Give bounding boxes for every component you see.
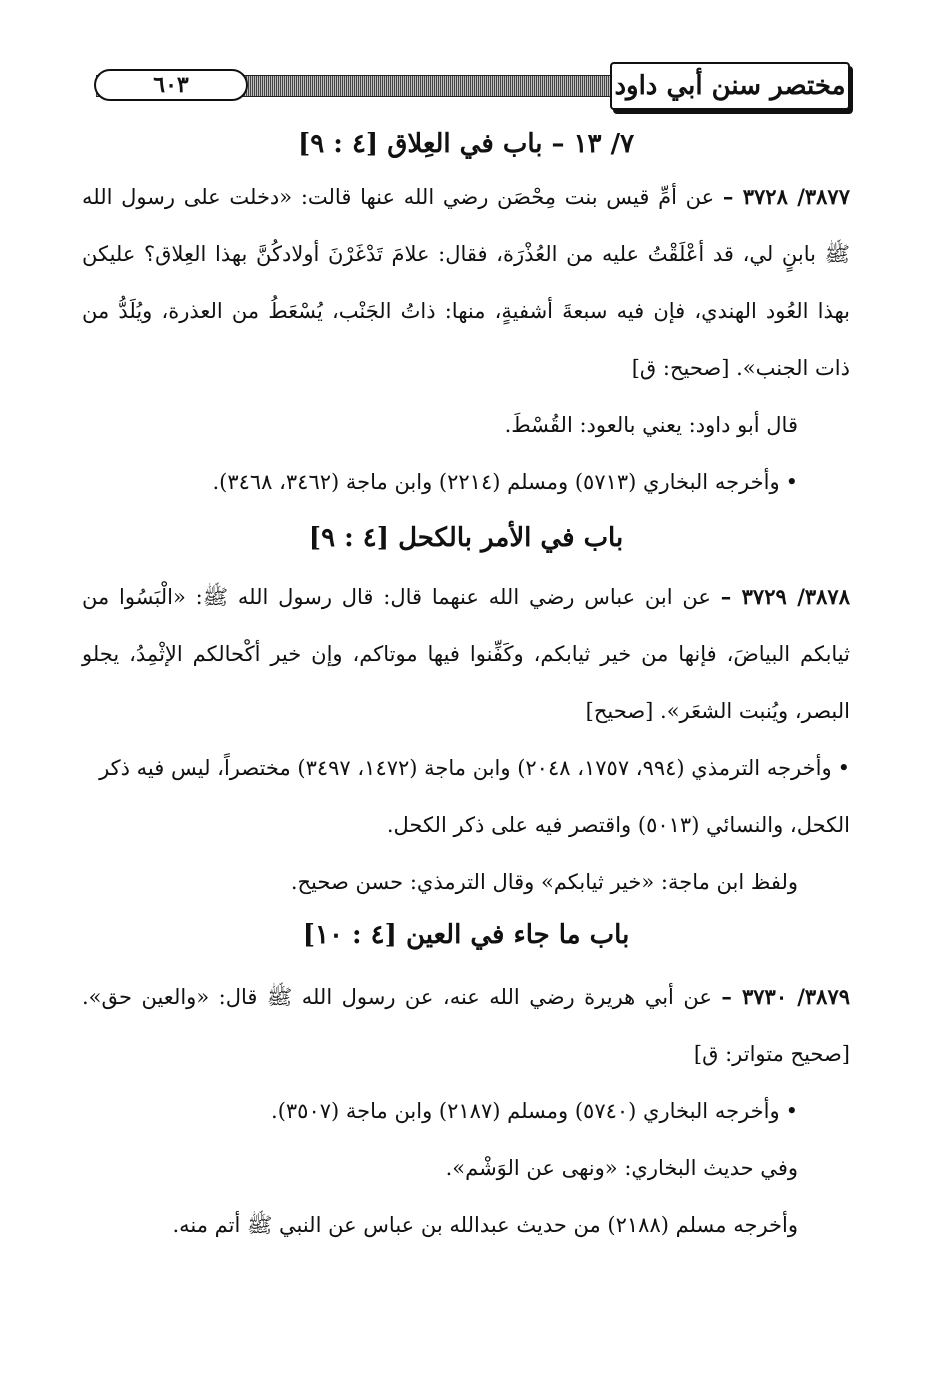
hadith-number: ٣٨٧٨/ ٣٧٢٩ – — [720, 584, 850, 609]
hadith-3879 — [82, 968, 850, 1083]
hadith-number: ٣٨٧٧/ ٣٧٢٨ – — [722, 184, 850, 209]
hadith-3877 — [82, 168, 850, 397]
takhrij-line — [82, 454, 850, 511]
section-evil-eye — [82, 968, 850, 1254]
hadith-text: عن أبي هريرة رضي الله عنه، عن رسول الله ﷺ قال: «والعين حق». [صحيح متواتر: ق] — [82, 985, 850, 1066]
note-line: قال أبو داود: يعني بالعود: القُسْطَ. — [504, 413, 798, 437]
takhrij-text: وأخرجه الترمذي (٩٩٤، ١٧٥٧، ٢٠٤٨) وابن ماجة (١٤٧٢، ٣٤٩٧) مختصراً، ليس فيه ذكر الكحل، والنسائي (٥٠١٣) واقتصر فيه على ذكر الكحل. — [99, 756, 850, 837]
hadith-3878 — [82, 568, 850, 740]
section-ilaq — [82, 168, 850, 511]
hadith-number: ٣٨٧٩/ ٣٧٣٠ – — [721, 984, 851, 1009]
running-header — [78, 62, 850, 108]
takhrij-text: وأخرجه البخاري (٥٧٤٠) ومسلم (٢١٨٧) وابن ماجة (٣٥٠٧). — [271, 1099, 780, 1123]
page-number: ٦٠٣ — [94, 69, 248, 101]
note-line: وفي حديث البخاري: «ونهى عن الوَشْم». — [445, 1156, 798, 1180]
chapter-heading-ilaq: ٧/ ١٣ – باب في العِلاق [٤ : ٩] — [297, 129, 635, 159]
bullet-icon: • — [785, 470, 798, 494]
note-line: ولفظ ابن ماجة: «خير ثيابكم» وقال الترمذي: حسن صحيح. — [290, 870, 798, 894]
bullet-icon: • — [785, 1099, 798, 1123]
book-title: مختصر سنن أبي داود — [610, 62, 850, 110]
takhrij-line — [82, 740, 850, 854]
takhrij-line — [82, 1083, 850, 1140]
note-line: وأخرجه مسلم (٢١٨٨) من حديث عبدالله بن عباس عن النبي ﷺ أتم منه. — [172, 1213, 798, 1237]
hadith-text: عن ابن عباس رضي الله عنهما قال: قال رسول الله ﷺ: «الْبَسُوا من ثيابكم البياضَ، فإنها من خير ثيابكم، وكَفِّنوا فيها موتاكم، وإن خير أكْحالكم الإثْمِدُ، يجلو البصر، ويُنبت الشعَر». [صحيح] — [82, 585, 850, 723]
section-kohl — [82, 568, 850, 911]
chapter-heading-evil-eye: باب ما جاء في العين [٤ : ١٠] — [302, 920, 630, 950]
bullet-icon: • — [837, 756, 850, 780]
takhrij-text: وأخرجه البخاري (٥٧١٣) ومسلم (٢٢١٤) وابن ماجة (٣٤٦٢، ٣٤٦٨). — [212, 470, 780, 494]
chapter-heading-kohl: باب في الأمر بالكحل [٤ : ٩] — [308, 523, 624, 553]
hadith-text: عن أمِّ قيس بنت مِحْصَن رضي الله عنها قالت: «دخلت على رسول الله ﷺ بابنٍ لي، قد أعْلَقْتُ عليه من العُذْرَة، فقال: علامَ تَدْغَرْنَ أولادكُنَّ بهذا العِلاق؟ عليكن بهذا العُود الهندي، فإن فيه سبعةَ أشفيةٍ، منها: ذاتُ الجَنْب، يُسْعَطُ من العذرة، ويُلَدُّ من ذات الجنب». [صحيح: ق] — [82, 185, 850, 380]
